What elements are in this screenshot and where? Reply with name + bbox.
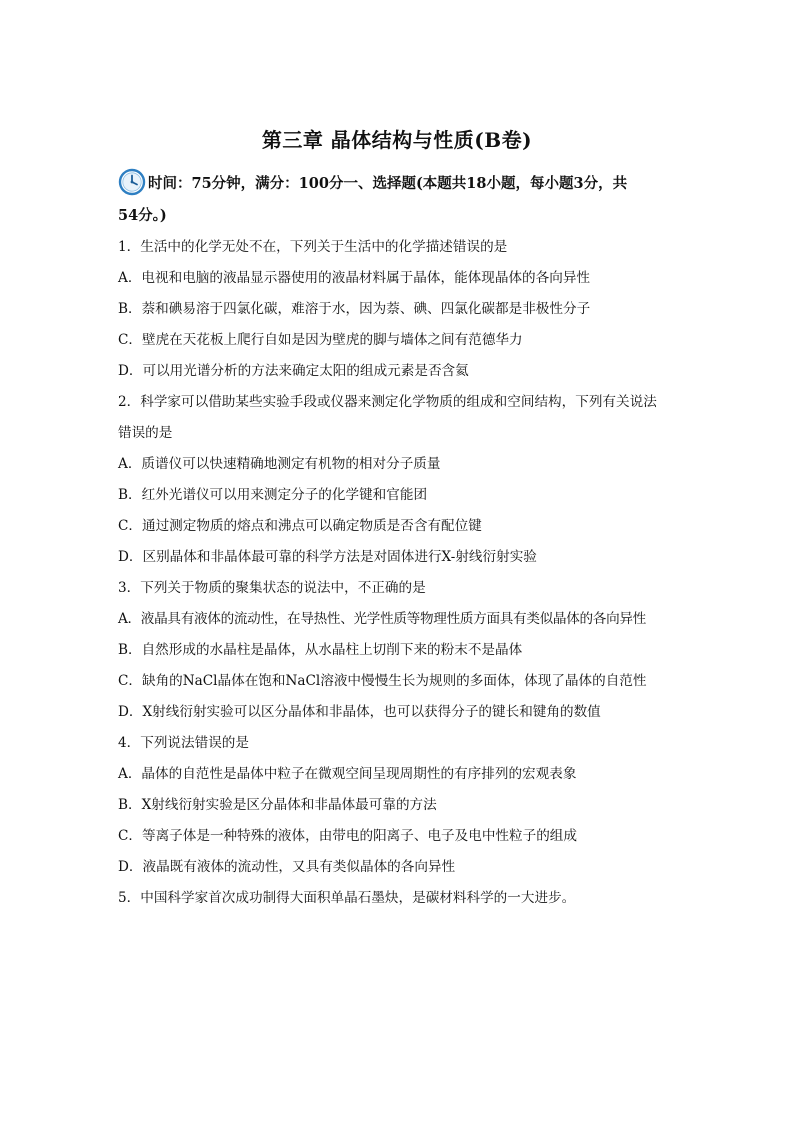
- question-4-option-c: C．等离子体是一种特殊的液体，由带电的阳离子、电子及电中性粒子的组成: [118, 828, 577, 844]
- clock-icon: [118, 168, 146, 196]
- question-3-option-b: B．自然形成的水晶柱是晶体，从水晶柱上切削下来的粉末不是晶体: [118, 642, 523, 658]
- meta-line-2: 54分。): [118, 207, 167, 224]
- question-3-option-a: A．液晶具有液体的流动性，在导热性、光学性质等物理性质方面具有类似晶体的各向异性: [118, 611, 646, 627]
- meta-line-1: 时间：75分钟，满分：100分一、选择题(本题共18小题，每小题3分，共: [148, 175, 628, 192]
- question-2-option-a: A．质谱仪可以快速精确地测定有机物的相对分子质量: [118, 456, 441, 472]
- question-2-stem-cont: 错误的是: [118, 425, 173, 441]
- question-3-stem: 3．下列关于物质的聚集状态的说法中，不正确的是: [118, 580, 426, 596]
- question-1-option-d: D．可以用光谱分析的方法来确定太阳的组成元素是否含氦: [118, 363, 469, 379]
- question-5-stem: 5．中国科学家首次成功制得大面积单晶石墨炔，是碳材料科学的一大进步。: [118, 890, 576, 906]
- question-4-option-b: B．X射线衍射实验是区分晶体和非晶体最可靠的方法: [118, 797, 437, 813]
- question-1-option-a: A．电视和电脑的液晶显示器使用的液晶材料属于晶体，能体现晶体的各向异性: [118, 270, 591, 286]
- question-3-option-c: C．缺角的NaCl晶体在饱和NaCl溶液中慢慢生长为规则的多面体，体现了晶体的自范性: [118, 673, 647, 689]
- question-1-option-b: B．萘和碘易溶于四氯化碳，难溶于水，因为萘、碘、四氯化碳都是非极性分子: [118, 301, 591, 317]
- exam-meta: [118, 168, 678, 232]
- question-3-option-d: D．X射线衍射实验可以区分晶体和非晶体，也可以获得分子的键长和键角的数值: [118, 704, 601, 720]
- question-1-stem: 1．生活中的化学无处不在，下列关于生活中的化学描述错误的是: [118, 239, 508, 255]
- question-4-stem: 4．下列说法错误的是: [118, 735, 249, 751]
- question-2-option-c: C．通过测定物质的熔点和沸点可以确定物质是否含有配位键: [118, 518, 482, 534]
- question-2-option-b: B．红外光谱仪可以用来测定分子的化学键和官能团: [118, 487, 428, 503]
- question-2-stem: 2．科学家可以借助某些实验手段或仪器来测定化学物质的组成和空间结构，下列有关说法: [118, 394, 657, 410]
- question-2-option-d: D．区别晶体和非晶体最可靠的科学方法是对固体进行X-射线衍射实验: [118, 549, 537, 565]
- question-4-option-d: D．液晶既有液体的流动性，又具有类似晶体的各向异性: [118, 859, 456, 875]
- question-1-option-c: C．壁虎在天花板上爬行自如是因为壁虎的脚与墙体之间有范德华力: [118, 332, 523, 348]
- question-4-option-a: A．晶体的自范性是晶体中粒子在微观空间呈现周期性的有序排列的宏观表象: [118, 766, 577, 782]
- page-title: 第三章 晶体结构与性质(B卷): [261, 128, 533, 152]
